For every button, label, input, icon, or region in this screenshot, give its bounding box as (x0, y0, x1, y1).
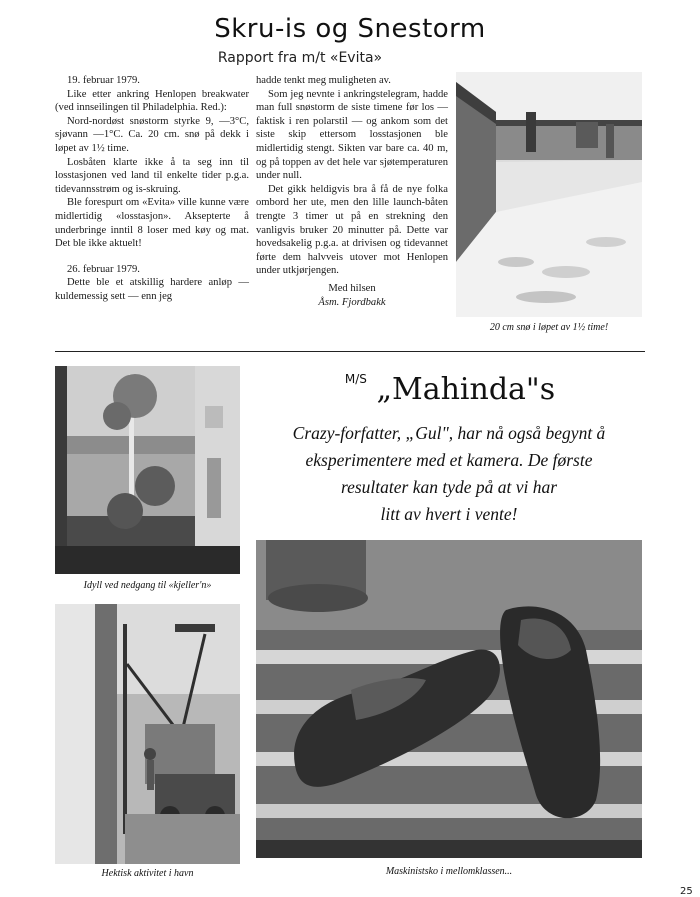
article-column-left (55, 74, 249, 304)
article-column-middle (256, 74, 448, 309)
article-date: 26. februar 1979. (67, 263, 140, 275)
article-paragraph: Dette ble et atskillig hardere anløp — kuldemessig sett — enn jeg (55, 277, 249, 302)
article-paragraph: Det gikk heldigvis bra å få de nye folka ombord her ute, men den lille launch-båten trengte 3 timer ut på en strekning den vanligvis bruker 20 minutter på. Dette var hovedsakelig p.g.a. at drivisen og tidevannet førte dem halvveis utover mot Henlopen under utkjørjengen. (256, 183, 448, 277)
garden-photo-caption: Idyll ved nedgang til «kjeller'n» (83, 580, 212, 591)
snow-deck-photo (456, 72, 642, 317)
article-author: Åsm. Fjordbakk (318, 296, 386, 308)
article-signoff: Med hilsen (328, 282, 376, 294)
shoes-photo-caption: Maskinistsko i mellomklassen... (385, 866, 513, 877)
feature-title-prefix: M/S (344, 372, 367, 386)
article-date: 19. februar 1979. (67, 75, 140, 86)
harbor-photo (55, 604, 240, 864)
feature-intro-line: eksperimentere med et kamera. De første (305, 450, 593, 470)
feature-intro-line: litt av hvert i vente! (380, 504, 518, 524)
section-divider (55, 351, 645, 352)
garden-photo (55, 366, 240, 574)
feature-title-name: „Mahinda"s (376, 372, 556, 407)
page-subtitle: Rapport fra m/t «Evita» (217, 50, 383, 66)
article-paragraph: Som jeg nevnte i ankringstelegram, hadde man full snøstorm de siste timene før los — faktisk i ren polarstil — og ankom som det siste skip ettersom losstasjonen ble midlertidig stengt. Sikten var bare ca. 40 m, og på toppen av det hele var sjøtemperaturen under null. (256, 88, 448, 182)
article-paragraph: Losbåten klarte ikke å ta seg inn til losstasjonen ved land til enkelte tider p.g.a. tidevannsstrøm og is-skruing. (55, 156, 249, 195)
feature-title (262, 372, 638, 407)
page-number: 25 (680, 886, 693, 897)
feature-intro (256, 420, 642, 528)
article-paragraph: Ble forespurt om «Evita» ville kunne være midlertidig «losstasjon». Aksepterte å underbringe inntil 8 loser med køy og mat. Det ble ikke aktuelt! (55, 197, 249, 250)
feature-intro-line: Crazy-forfatter, „Gul", har nå også begynt å (292, 423, 606, 443)
harbor-photo-caption: Hektisk aktivitet i havn (101, 868, 194, 879)
article-paragraph: Nord-nordøst snøstorm styrke 9, —3°C, sjøvann —1°C. Ca. 20 cm. snø på dekk i løpet av 1½ time. (55, 115, 249, 154)
page-title: Skru-is og Snestorm (214, 14, 486, 44)
snow-photo-caption: 20 cm snø i løpet av 1½ time! (489, 322, 609, 333)
shoes-photo (256, 540, 642, 858)
article-paragraph: hadde tenkt meg muligheten av. (256, 75, 391, 86)
article-paragraph: Like etter ankring Henlopen breakwater (ved innseilingen til Philadelphia. Red.): (55, 88, 249, 114)
feature-intro-line: resultater kan tyde på at vi har (340, 477, 558, 497)
